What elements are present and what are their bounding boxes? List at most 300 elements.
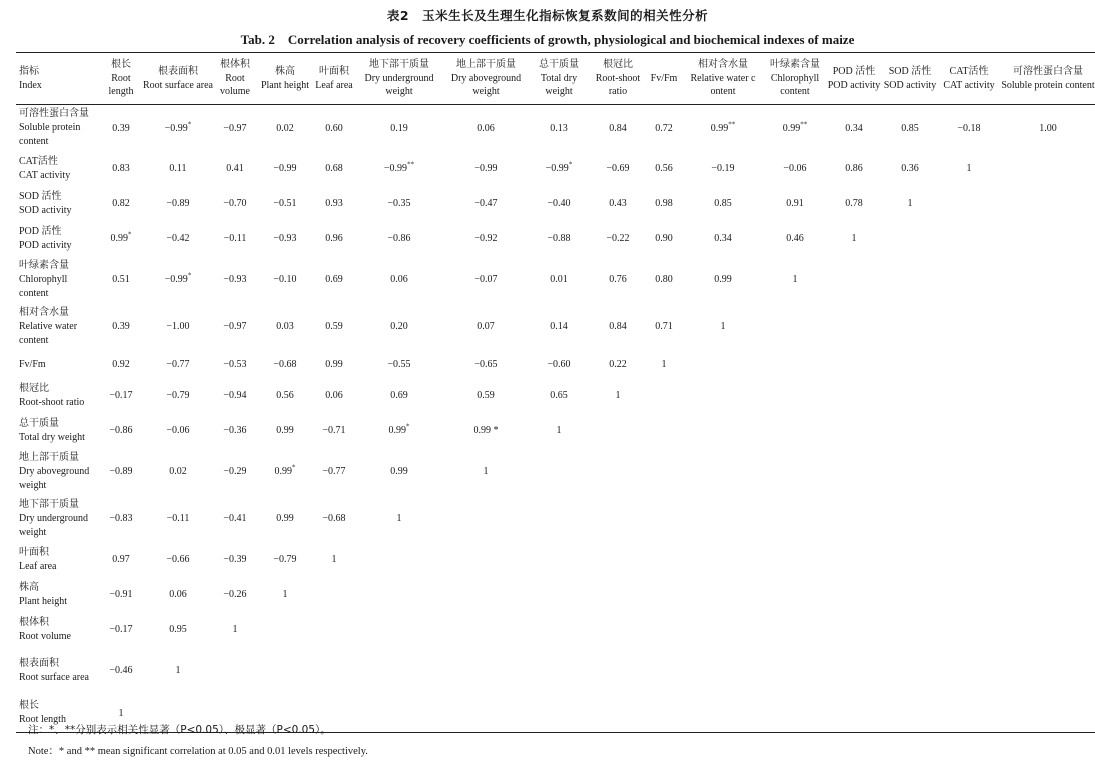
cell-value: −0.89 bbox=[109, 466, 133, 478]
cell-value: 0.20 bbox=[390, 321, 408, 333]
table-cell bbox=[938, 414, 1000, 449]
column-header bbox=[354, 53, 444, 105]
row-label-cn: 可溶性蛋白含量 bbox=[19, 108, 89, 120]
column-header bbox=[590, 53, 646, 105]
table-cell bbox=[314, 648, 354, 695]
table-cell bbox=[590, 648, 646, 695]
column-header-en: Root length bbox=[108, 72, 134, 98]
table-cell bbox=[882, 543, 938, 578]
table-cell bbox=[938, 304, 1000, 351]
cell-value: 0.46 bbox=[786, 233, 804, 245]
table-cell bbox=[444, 449, 528, 496]
cell-value: 0.99 * bbox=[473, 425, 499, 437]
cell-value: 0.06 bbox=[169, 589, 187, 601]
table-cell bbox=[938, 449, 1000, 496]
table-cell bbox=[646, 613, 682, 648]
significance-mark: * bbox=[292, 463, 296, 472]
cell-value: 1 bbox=[118, 707, 124, 719]
table-cell bbox=[142, 496, 214, 543]
table-cell bbox=[682, 105, 764, 152]
table-cell bbox=[354, 543, 444, 578]
column-header-en: Relative water c ontent bbox=[690, 72, 756, 98]
table-cell bbox=[256, 613, 314, 648]
cell-value: −0.69 bbox=[606, 163, 630, 175]
cell-value: −0.22 bbox=[606, 233, 630, 245]
column-header-en: SOD activity bbox=[883, 79, 937, 91]
cell-value: 1 bbox=[175, 665, 181, 677]
cell-value: 0.99 bbox=[276, 513, 294, 525]
column-header-cn: 地上部干质量 bbox=[456, 59, 516, 71]
cell-value: −0.60 bbox=[547, 358, 571, 370]
table-cell bbox=[1000, 648, 1095, 695]
row-label-cn: POD 活性 bbox=[19, 226, 62, 237]
table-cell bbox=[314, 449, 354, 496]
table-cell bbox=[764, 105, 826, 152]
table-cell bbox=[646, 187, 682, 222]
table-cell bbox=[882, 648, 938, 695]
table-cell bbox=[882, 257, 938, 304]
table-cell bbox=[214, 152, 256, 187]
column-header bbox=[100, 53, 142, 105]
table-cell bbox=[444, 187, 528, 222]
table-cell bbox=[882, 379, 938, 414]
cell-value: −0.71 bbox=[322, 425, 346, 437]
column-header-en: Total dry weight bbox=[540, 72, 578, 98]
table-cell bbox=[214, 304, 256, 351]
row-label-en: Total dry weight bbox=[19, 432, 85, 443]
cell-value: −0.97 bbox=[223, 321, 247, 333]
row-label-en: Fv/Fm bbox=[19, 358, 46, 370]
table-cell bbox=[528, 695, 590, 733]
cell-value: 0.34 bbox=[845, 122, 863, 134]
table-cell bbox=[214, 187, 256, 222]
table-cell bbox=[882, 695, 938, 733]
table-cell bbox=[256, 257, 314, 304]
table-cell bbox=[314, 152, 354, 187]
cell-value: −0.93 bbox=[223, 274, 247, 286]
table-cell bbox=[214, 613, 256, 648]
table-cell bbox=[882, 304, 938, 351]
cell-value: 0.06 bbox=[390, 274, 408, 286]
row-label bbox=[16, 304, 100, 351]
table-cell bbox=[1000, 414, 1095, 449]
row-label bbox=[16, 414, 100, 449]
column-header-en: POD activity bbox=[827, 79, 881, 91]
table-cell bbox=[646, 379, 682, 414]
table-cell bbox=[682, 222, 764, 257]
table-cell bbox=[256, 578, 314, 613]
column-header bbox=[16, 53, 100, 105]
cell-value: 0.07 bbox=[477, 321, 495, 333]
table-cell bbox=[590, 379, 646, 414]
cell-value: 0.56 bbox=[276, 390, 294, 402]
cell-value: −0.99 bbox=[474, 163, 498, 175]
cell-value: 0.39 bbox=[112, 321, 130, 333]
table-cell bbox=[682, 496, 764, 543]
table-cell bbox=[314, 222, 354, 257]
table-row bbox=[16, 222, 1095, 257]
table-cell bbox=[256, 648, 314, 695]
column-header bbox=[826, 53, 882, 105]
cell-value: −0.86 bbox=[109, 425, 133, 437]
cell-value: 0.43 bbox=[609, 198, 627, 210]
cell-value: 0.02 bbox=[169, 466, 187, 478]
table-note-en: Note：* and ** mean significant correlation at 0.05 and 0.01 levels respectively. bbox=[28, 746, 368, 757]
table-row bbox=[16, 304, 1095, 351]
table-cell bbox=[826, 695, 882, 733]
table-row bbox=[16, 105, 1095, 152]
cell-value: 0.65 bbox=[550, 390, 568, 402]
column-header bbox=[1000, 53, 1095, 105]
column-header-en: Plant height bbox=[260, 79, 310, 91]
row-label-cn: 地上部干质量 bbox=[19, 452, 79, 463]
cell-value: 0.34 bbox=[714, 233, 732, 245]
cell-value: −0.17 bbox=[109, 390, 133, 402]
table-cell bbox=[682, 304, 764, 351]
column-header bbox=[764, 53, 826, 105]
table-cell bbox=[256, 222, 314, 257]
table-row bbox=[16, 543, 1095, 578]
table-cell bbox=[682, 578, 764, 613]
table-cell bbox=[646, 304, 682, 351]
table-cell bbox=[528, 105, 590, 152]
table-cell bbox=[256, 187, 314, 222]
column-header-cn: 株高 bbox=[275, 66, 295, 77]
column-header bbox=[682, 53, 764, 105]
row-label-en: Relative water content bbox=[19, 321, 78, 346]
row-label-cn: 总干质量 bbox=[19, 418, 59, 429]
column-header-cn: 叶绿素含量 bbox=[770, 59, 820, 71]
table-header-row bbox=[16, 53, 1095, 105]
row-label-en: Dry aboveground weight bbox=[19, 466, 90, 491]
column-header-cn: 根表面积 bbox=[158, 66, 198, 77]
table-cell bbox=[142, 414, 214, 449]
row-label bbox=[16, 496, 100, 543]
cell-value: −0.94 bbox=[223, 390, 247, 402]
cell-value: 0.99 bbox=[782, 122, 801, 134]
cell-value: 0.06 bbox=[325, 390, 343, 402]
table-cell bbox=[826, 648, 882, 695]
table-cell bbox=[444, 105, 528, 152]
cell-value: 0.99 bbox=[388, 425, 406, 437]
table-note-cn: 注：*、**分别表示相关性显著（P<0.05）、极显著（P<0.05）。 bbox=[28, 724, 331, 736]
row-label-en: Root volume bbox=[19, 631, 71, 642]
table-cell bbox=[354, 613, 444, 648]
column-header-en: Index bbox=[19, 79, 42, 91]
table-cell bbox=[590, 222, 646, 257]
cell-value: 0.98 bbox=[655, 198, 673, 210]
cell-value: −0.39 bbox=[223, 554, 247, 566]
cell-value: 0.41 bbox=[226, 163, 244, 175]
table-cell bbox=[682, 543, 764, 578]
cell-value: 1 bbox=[483, 466, 489, 478]
table-cell bbox=[938, 222, 1000, 257]
table-cell bbox=[528, 222, 590, 257]
column-header bbox=[646, 53, 682, 105]
cell-value: 1.00 bbox=[1039, 122, 1057, 134]
correlation-table bbox=[16, 52, 1095, 733]
cell-value: 0.11 bbox=[169, 163, 187, 175]
cell-value: −0.51 bbox=[273, 198, 297, 210]
cell-value: −0.10 bbox=[273, 274, 297, 286]
cell-value: −0.40 bbox=[547, 198, 571, 210]
table-cell bbox=[354, 695, 444, 733]
table-cell bbox=[882, 578, 938, 613]
row-label bbox=[16, 105, 100, 152]
table-cell bbox=[142, 105, 214, 152]
table-cell bbox=[100, 222, 142, 257]
cell-value: −0.99 bbox=[164, 274, 188, 286]
table-cell bbox=[590, 543, 646, 578]
cell-value: −0.77 bbox=[166, 358, 190, 370]
table-cell bbox=[256, 105, 314, 152]
cell-value: 0.68 bbox=[325, 163, 343, 175]
cell-value: 0.93 bbox=[325, 198, 343, 210]
table-cell bbox=[214, 496, 256, 543]
table-cell bbox=[682, 257, 764, 304]
table-cell bbox=[214, 648, 256, 695]
table-cell bbox=[826, 351, 882, 379]
table-cell bbox=[1000, 695, 1095, 733]
cell-value: −0.86 bbox=[387, 233, 411, 245]
significance-mark: * bbox=[187, 271, 192, 280]
cell-value: −0.06 bbox=[783, 163, 807, 175]
cell-value: −0.79 bbox=[273, 554, 297, 566]
row-label-en: CAT activity bbox=[19, 170, 71, 181]
column-header-en: Chlorophyll content bbox=[770, 72, 820, 98]
cell-value: −0.35 bbox=[387, 198, 411, 210]
column-header-cn: SOD 活性 bbox=[888, 66, 932, 77]
significance-mark: * bbox=[128, 230, 132, 239]
cell-value: 1 bbox=[282, 589, 288, 601]
row-label-en: Leaf area bbox=[19, 561, 57, 572]
table-cell bbox=[100, 543, 142, 578]
table-cell bbox=[100, 257, 142, 304]
cell-value: 0.80 bbox=[655, 274, 673, 286]
column-header-cn: 根体积 bbox=[220, 59, 250, 71]
table-cell bbox=[590, 695, 646, 733]
table-cell bbox=[354, 351, 444, 379]
cell-value: −0.88 bbox=[547, 233, 571, 245]
table-cell bbox=[354, 414, 444, 449]
table-cell bbox=[764, 187, 826, 222]
table-cell bbox=[764, 496, 826, 543]
cell-value: 1 bbox=[556, 425, 562, 437]
table-cell bbox=[100, 648, 142, 695]
table-cell bbox=[1000, 187, 1095, 222]
table-cell bbox=[938, 496, 1000, 543]
table-cell bbox=[882, 414, 938, 449]
table-cell bbox=[314, 543, 354, 578]
table-cell bbox=[314, 105, 354, 152]
cell-value: 0.99 bbox=[710, 122, 729, 134]
table-cell bbox=[590, 414, 646, 449]
table-cell bbox=[646, 543, 682, 578]
cell-value: 0.51 bbox=[112, 274, 130, 286]
table-cell bbox=[256, 543, 314, 578]
table-row bbox=[16, 187, 1095, 222]
table-cell bbox=[646, 695, 682, 733]
table-cell bbox=[142, 449, 214, 496]
table-cell bbox=[938, 695, 1000, 733]
cell-value: −0.29 bbox=[223, 466, 247, 478]
cell-value: 1 bbox=[792, 274, 798, 286]
row-label-en: Root length bbox=[19, 714, 66, 726]
table-cell bbox=[938, 351, 1000, 379]
cell-value: 0.99 bbox=[325, 358, 343, 370]
column-header-en: CAT activity bbox=[943, 79, 995, 91]
cell-value: 0.82 bbox=[112, 198, 130, 210]
column-header bbox=[444, 53, 528, 105]
table-cell bbox=[256, 379, 314, 414]
cell-value: 0.69 bbox=[325, 274, 343, 286]
column-header-cn: 可溶性蛋白含量 bbox=[1013, 66, 1083, 77]
table-cell bbox=[764, 543, 826, 578]
table-cell bbox=[764, 578, 826, 613]
cell-value: −0.07 bbox=[474, 274, 498, 286]
table-cell bbox=[938, 105, 1000, 152]
table-cell bbox=[1000, 578, 1095, 613]
table-cell bbox=[142, 257, 214, 304]
column-header-cn: 总干质量 bbox=[539, 59, 579, 71]
table-cell bbox=[354, 152, 444, 187]
table-cell bbox=[528, 351, 590, 379]
row-label bbox=[16, 379, 100, 414]
cell-value: −0.68 bbox=[273, 358, 297, 370]
row-label-cn: 叶面积 bbox=[19, 547, 49, 558]
table-cell bbox=[142, 543, 214, 578]
cell-value: −0.70 bbox=[223, 198, 247, 210]
cell-value: 0.06 bbox=[477, 122, 495, 134]
row-label-en: SOD activity bbox=[19, 205, 72, 216]
cell-value: 0.90 bbox=[655, 233, 673, 245]
row-label bbox=[16, 152, 100, 187]
cell-value: 0.59 bbox=[477, 390, 495, 402]
table-cell bbox=[646, 578, 682, 613]
table-row bbox=[16, 351, 1095, 379]
table-cell bbox=[682, 351, 764, 379]
row-label bbox=[16, 187, 100, 222]
table-cell bbox=[590, 578, 646, 613]
table-cell bbox=[354, 648, 444, 695]
cell-value: −0.06 bbox=[166, 425, 190, 437]
table-cell bbox=[882, 105, 938, 152]
cell-value: −0.41 bbox=[223, 513, 247, 525]
table-cell bbox=[938, 257, 1000, 304]
table-cell bbox=[682, 695, 764, 733]
row-label bbox=[16, 449, 100, 496]
table-cell bbox=[444, 304, 528, 351]
table-cell bbox=[256, 304, 314, 351]
table-cell bbox=[100, 187, 142, 222]
table-cell bbox=[682, 414, 764, 449]
table-cell bbox=[256, 449, 314, 496]
column-header-cn: CAT活性 bbox=[949, 66, 989, 77]
column-header bbox=[214, 53, 256, 105]
cell-value: 0.99 bbox=[714, 274, 732, 286]
table-cell bbox=[142, 613, 214, 648]
row-label-cn: 根冠比 bbox=[19, 383, 49, 394]
cell-value: −0.19 bbox=[711, 163, 735, 175]
table-cell bbox=[826, 613, 882, 648]
table-cell bbox=[1000, 543, 1095, 578]
table-cell bbox=[646, 152, 682, 187]
cell-value: 0.03 bbox=[276, 321, 294, 333]
column-header-cn: 相对含水量 bbox=[698, 59, 748, 71]
cell-value: 0.76 bbox=[609, 274, 627, 286]
table-cell bbox=[354, 304, 444, 351]
table-cell bbox=[214, 543, 256, 578]
column-header bbox=[882, 53, 938, 105]
table-cell bbox=[444, 695, 528, 733]
table-body bbox=[16, 105, 1095, 733]
table-row bbox=[16, 449, 1095, 496]
table-cell bbox=[444, 379, 528, 414]
table-cell bbox=[444, 152, 528, 187]
table-cell bbox=[444, 648, 528, 695]
table-cell bbox=[444, 351, 528, 379]
row-label-cn: SOD 活性 bbox=[19, 191, 62, 202]
table-cell bbox=[764, 648, 826, 695]
significance-mark: * bbox=[406, 422, 410, 431]
row-label-cn: 叶绿素含量 bbox=[19, 260, 69, 271]
table-cell bbox=[882, 449, 938, 496]
row-label-en: Soluble protein content bbox=[19, 122, 81, 148]
cell-value: 0.85 bbox=[901, 122, 919, 134]
table-cell bbox=[764, 257, 826, 304]
table-cell bbox=[646, 351, 682, 379]
row-label-cn: 相对含水量 bbox=[19, 307, 69, 318]
table-cell bbox=[528, 414, 590, 449]
cell-value: 0.83 bbox=[112, 163, 130, 175]
table-cell bbox=[256, 414, 314, 449]
cell-value: −0.89 bbox=[166, 198, 190, 210]
cell-value: −0.79 bbox=[166, 390, 190, 402]
row-label-cn: CAT活性 bbox=[19, 156, 58, 167]
table-cell bbox=[214, 379, 256, 414]
cell-value: 1 bbox=[966, 163, 972, 175]
table-cell bbox=[826, 257, 882, 304]
table-cell bbox=[882, 613, 938, 648]
cell-value: −0.42 bbox=[166, 233, 190, 245]
cell-value: 0.60 bbox=[325, 122, 343, 134]
column-header-en: Fv/Fm bbox=[650, 72, 678, 84]
table-cell bbox=[764, 222, 826, 257]
row-label bbox=[16, 648, 100, 695]
table-row bbox=[16, 648, 1095, 695]
significance-mark: * bbox=[568, 160, 573, 169]
table-cell bbox=[590, 187, 646, 222]
cell-value: 0.01 bbox=[550, 274, 568, 286]
cell-value: −1.00 bbox=[166, 321, 190, 333]
table-cell bbox=[682, 152, 764, 187]
table-cell bbox=[100, 304, 142, 351]
table-cell bbox=[354, 449, 444, 496]
cell-value: −0.92 bbox=[474, 233, 498, 245]
table-cell bbox=[938, 613, 1000, 648]
table-cell bbox=[590, 351, 646, 379]
table-cell bbox=[214, 578, 256, 613]
cell-value: 0.95 bbox=[169, 624, 187, 636]
table-cell bbox=[1000, 304, 1095, 351]
table-cell bbox=[826, 187, 882, 222]
cell-value: 0.86 bbox=[845, 163, 863, 175]
table-cell bbox=[100, 105, 142, 152]
table-cell bbox=[528, 257, 590, 304]
row-label bbox=[16, 257, 100, 304]
table-cell bbox=[646, 449, 682, 496]
table-cell bbox=[1000, 222, 1095, 257]
